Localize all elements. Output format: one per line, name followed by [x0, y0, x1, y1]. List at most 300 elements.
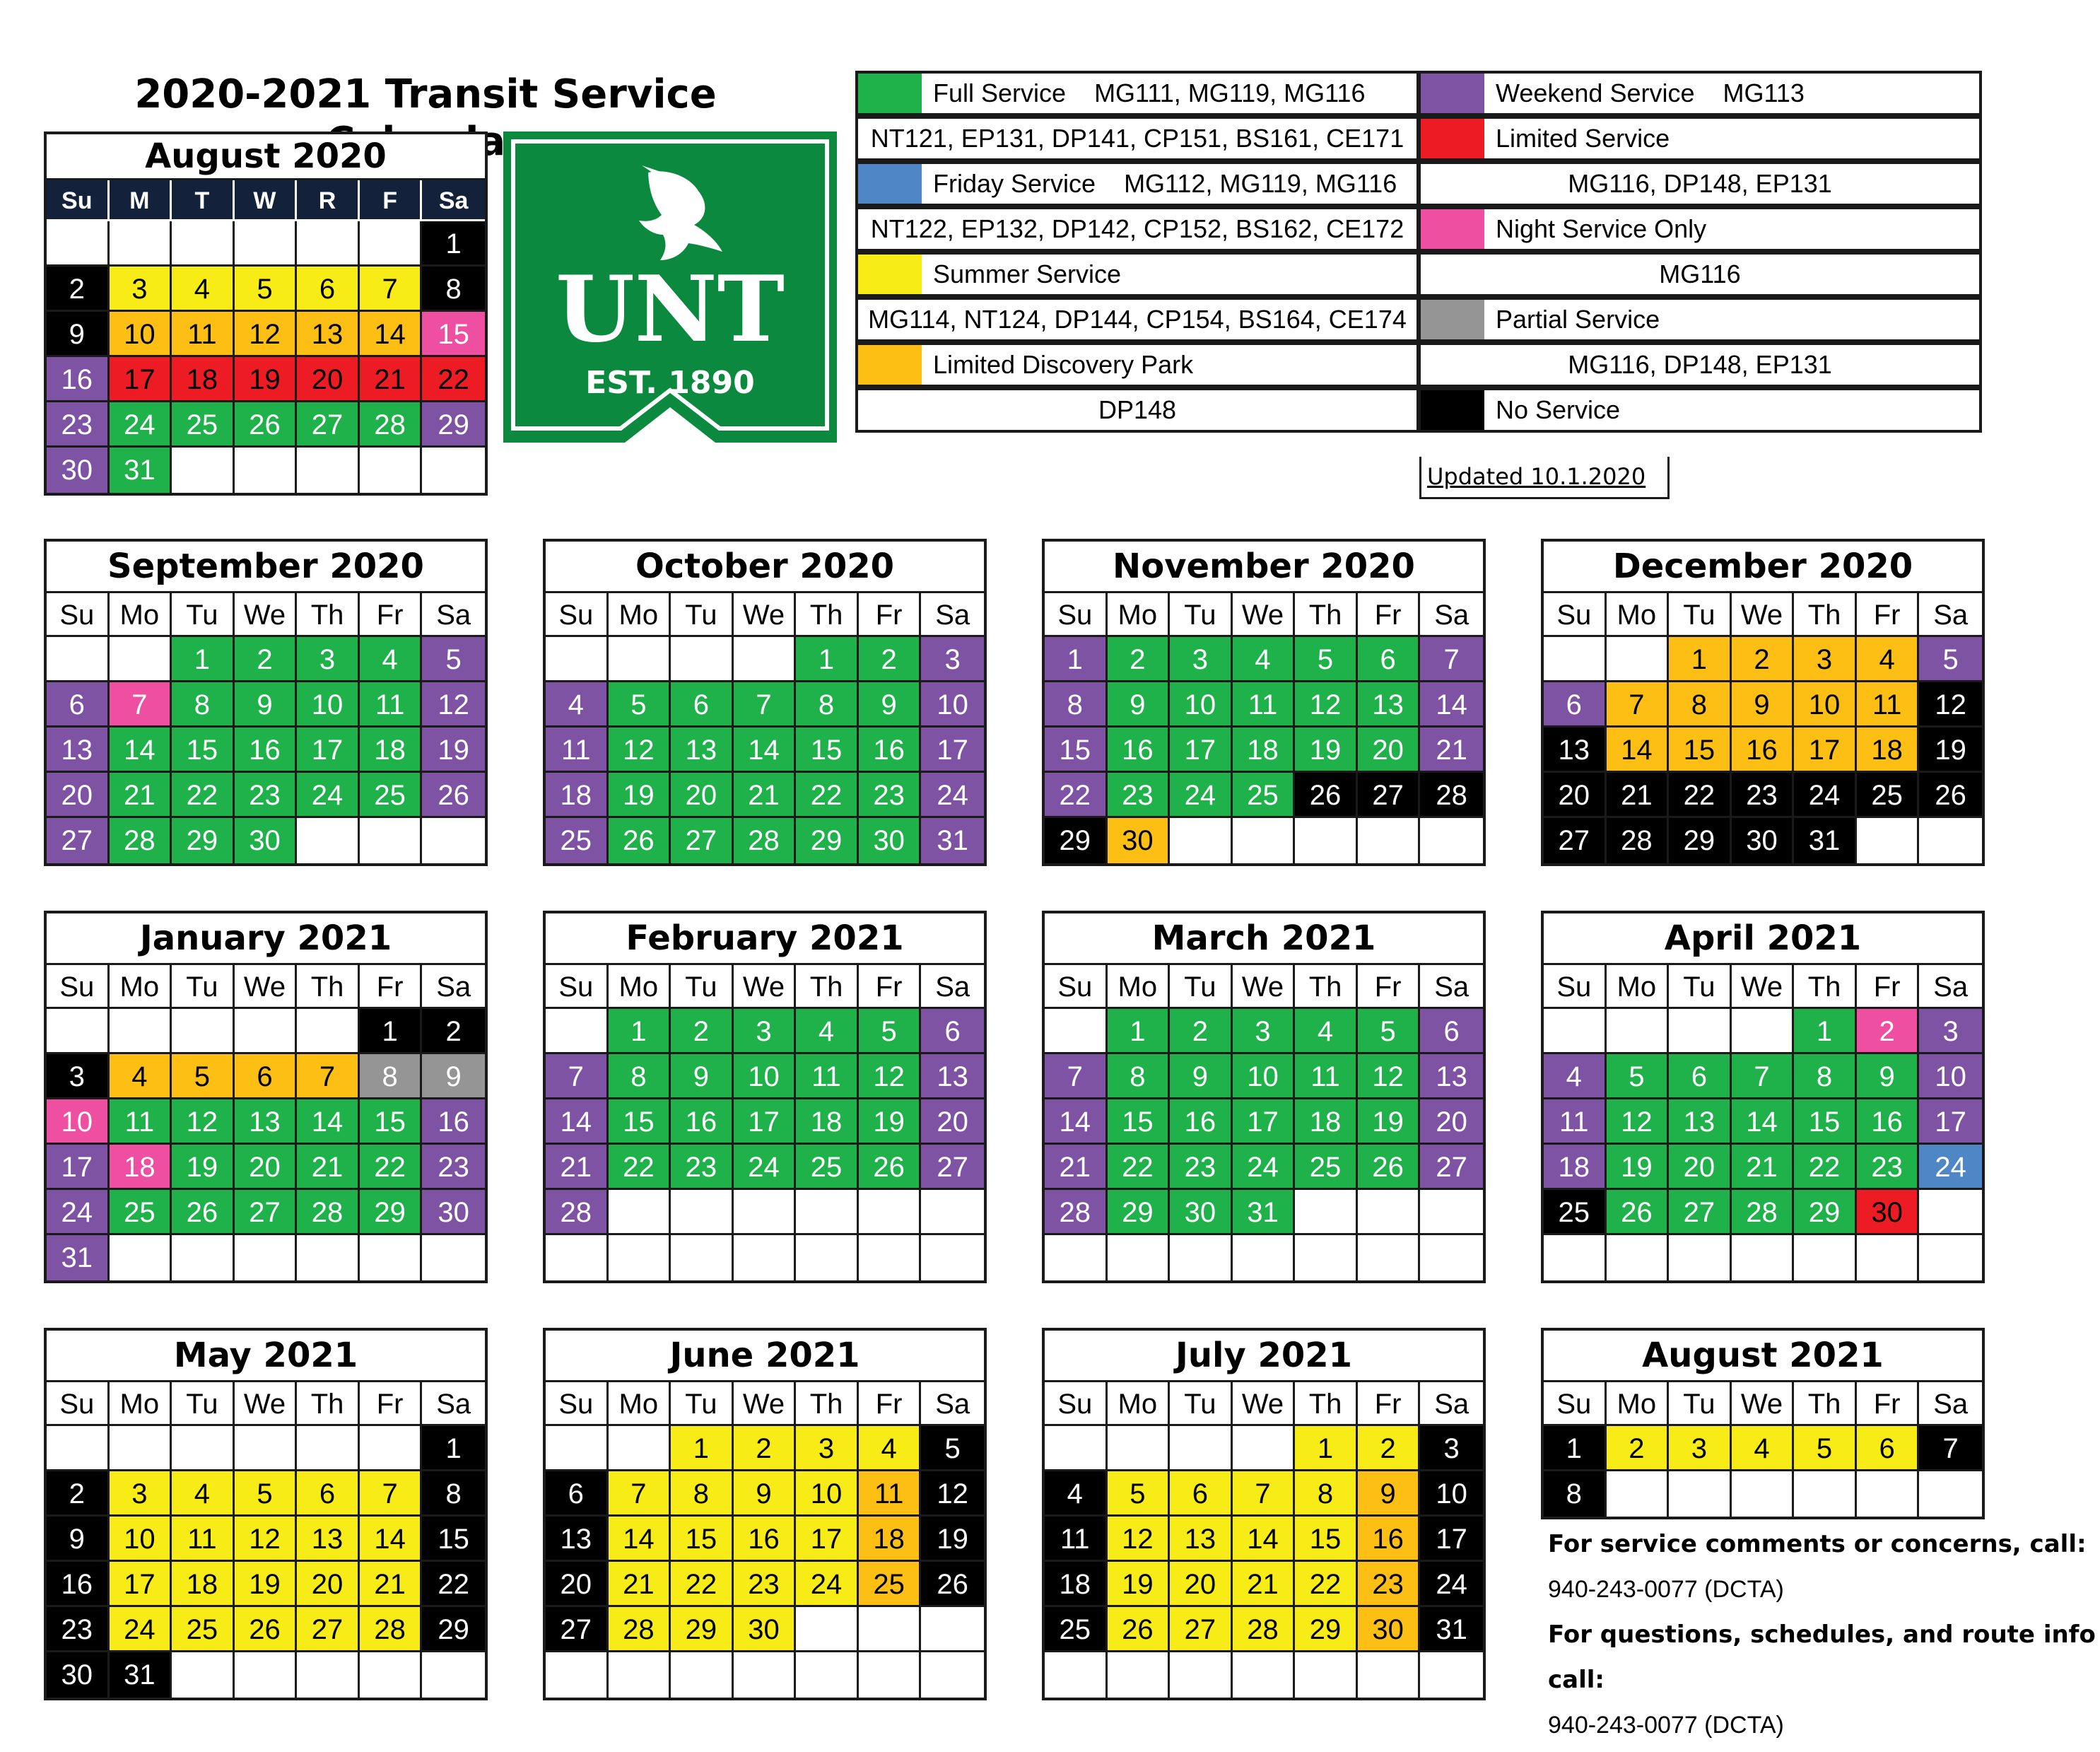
day-cell: 7	[1607, 682, 1670, 728]
legend-left-item-0	[855, 71, 1419, 116]
legend-right-item-1-routes: MG116, DP148, EP131	[1418, 161, 1982, 206]
day-cell: 23	[47, 402, 110, 448]
day-cell: 5	[422, 637, 485, 682]
day-cell: 30	[1857, 1190, 1920, 1235]
empty-cell	[1045, 1426, 1108, 1471]
month-september-2020	[44, 539, 488, 866]
day-cell: 21	[360, 1562, 423, 1607]
month-title: November 2020	[1045, 542, 1483, 593]
day-cell: 16	[47, 1562, 110, 1607]
day-cell: 28	[297, 1190, 360, 1235]
week-row	[546, 1471, 984, 1517]
day-cell: 27	[235, 1190, 298, 1235]
empty-cell	[1607, 1471, 1670, 1517]
day-cell: 23	[859, 773, 922, 818]
legend-swatch	[1421, 390, 1484, 430]
unt-logo-banner	[503, 132, 837, 443]
day-cell: 17	[297, 728, 360, 773]
weekday-label: Mo	[609, 593, 671, 637]
day-cell: 26	[235, 1607, 298, 1652]
legend-right-item-3-routes: MG116, DP148, EP131	[1418, 342, 1982, 387]
empty-cell	[1420, 1235, 1483, 1280]
day-cell: 29	[1669, 818, 1732, 863]
day-cell: 31	[1794, 818, 1857, 863]
empty-cell	[1045, 1652, 1108, 1698]
empty-cell	[546, 637, 609, 682]
legend-left-item-3	[855, 342, 1419, 387]
day-cell: 10	[734, 1054, 797, 1099]
empty-cell	[1919, 1235, 1982, 1280]
day-cell: 10	[1919, 1054, 1982, 1099]
day-cell: 17	[1794, 728, 1857, 773]
day-cell: 19	[1919, 728, 1982, 773]
day-cell: 9	[47, 1517, 110, 1562]
empty-cell	[172, 448, 235, 493]
weekday-label: Th	[1295, 593, 1358, 637]
day-cell: 21	[546, 1145, 609, 1190]
day-cell: 4	[110, 1054, 172, 1099]
day-cell: 29	[1794, 1190, 1857, 1235]
day-cell: 5	[1358, 1009, 1421, 1054]
empty-cell	[1170, 1426, 1233, 1471]
weekday-header	[47, 180, 485, 221]
day-cell: 31	[110, 1652, 172, 1698]
day-cell: 22	[1794, 1145, 1857, 1190]
day-cell: 25	[1295, 1145, 1358, 1190]
day-cell: 12	[1607, 1099, 1670, 1145]
day-cell: 21	[297, 1145, 360, 1190]
legend-right-item-3	[1418, 297, 1982, 342]
empty-cell	[671, 1652, 734, 1698]
legend-codes: MG111, MG119, MG116	[1094, 78, 1366, 107]
day-cell: 8	[1108, 1054, 1171, 1099]
day-cell: 7	[609, 1471, 671, 1517]
month-title: February 2021	[546, 913, 984, 965]
empty-cell	[1358, 1652, 1421, 1698]
day-cell: 19	[859, 1099, 922, 1145]
day-cell: 21	[360, 357, 423, 402]
day-cell: 8	[422, 1471, 485, 1517]
logo-wordmark: UNT	[556, 257, 785, 363]
empty-cell	[297, 1009, 360, 1054]
day-cell: 10	[1794, 682, 1857, 728]
day-cell: 29	[1108, 1190, 1171, 1235]
weekday-label: Th	[796, 593, 859, 637]
month-title: July 2021	[1045, 1331, 1483, 1382]
day-cell: 20	[921, 1099, 984, 1145]
weekday-label: We	[734, 965, 797, 1009]
day-cell: 28	[546, 1190, 609, 1235]
day-cell: 12	[235, 312, 298, 357]
empty-cell	[235, 1235, 298, 1280]
week-row	[1544, 1471, 1982, 1517]
legend-swatch	[858, 74, 922, 113]
day-cell: 16	[235, 728, 298, 773]
weekday-label: Tu	[172, 593, 235, 637]
day-cell: 2	[1607, 1426, 1670, 1471]
day-cell: 4	[546, 682, 609, 728]
day-cell: 15	[1108, 1099, 1171, 1145]
week-row	[1045, 1235, 1483, 1280]
day-cell: 12	[1919, 682, 1982, 728]
week-row	[546, 728, 984, 773]
empty-cell	[1607, 637, 1670, 682]
weekday-label: We	[734, 593, 797, 637]
weekday-header	[1544, 965, 1982, 1009]
day-cell: 15	[1045, 728, 1108, 773]
month-april-2021	[1541, 911, 1985, 1283]
empty-cell	[110, 637, 172, 682]
day-cell: 22	[172, 773, 235, 818]
month-may-2021	[44, 1328, 488, 1700]
day-cell: 19	[235, 357, 298, 402]
weekday-label: Tu	[1170, 965, 1233, 1009]
weekday-label: Fr	[1857, 965, 1920, 1009]
day-cell: 28	[360, 1607, 423, 1652]
empty-cell	[297, 1426, 360, 1471]
day-cell: 27	[1669, 1190, 1732, 1235]
legend-swatch	[1421, 119, 1484, 158]
day-cell: 6	[1420, 1009, 1483, 1054]
day-cell: 4	[172, 1471, 235, 1517]
legend-right-item-2	[1418, 206, 1982, 252]
week-row	[1045, 1054, 1483, 1099]
day-cell: 8	[1295, 1471, 1358, 1517]
weekday-label: Mo	[609, 1382, 671, 1426]
day-cell: 11	[110, 1099, 172, 1145]
weekday-header	[1544, 1382, 1982, 1426]
week-row	[47, 221, 485, 267]
empty-cell	[796, 1235, 859, 1280]
day-cell: 6	[47, 682, 110, 728]
empty-cell	[859, 1190, 922, 1235]
week-row	[1544, 682, 1982, 728]
weekday-label: W	[235, 180, 298, 221]
day-cell: 25	[859, 1562, 922, 1607]
week-row	[47, 1652, 485, 1698]
day-cell: 6	[921, 1009, 984, 1054]
weekday-label: Fr	[1857, 593, 1920, 637]
day-cell: 25	[1544, 1190, 1607, 1235]
day-cell: 1	[1108, 1009, 1171, 1054]
empty-cell	[172, 221, 235, 267]
day-cell: 18	[172, 1562, 235, 1607]
day-cell: 29	[360, 1190, 423, 1235]
day-cell: 22	[1108, 1145, 1171, 1190]
day-cell: 25	[360, 773, 423, 818]
empty-cell	[921, 1607, 984, 1652]
day-cell: 14	[609, 1517, 671, 1562]
empty-cell	[671, 1235, 734, 1280]
day-cell: 13	[546, 1517, 609, 1562]
weekday-label: Tu	[671, 965, 734, 1009]
day-cell: 29	[671, 1607, 734, 1652]
weekday-header	[546, 593, 984, 637]
day-cell: 15	[422, 1517, 485, 1562]
empty-cell	[609, 637, 671, 682]
weekday-label: Sa	[1919, 593, 1982, 637]
day-cell: 29	[422, 1607, 485, 1652]
day-cell: 11	[546, 728, 609, 773]
day-cell: 6	[1857, 1426, 1920, 1471]
weekday-label: Sa	[422, 180, 485, 221]
day-cell: 25	[1857, 773, 1920, 818]
empty-cell	[1794, 1235, 1857, 1280]
day-cell: 30	[1358, 1607, 1421, 1652]
day-cell: 20	[297, 357, 360, 402]
day-cell: 4	[360, 637, 423, 682]
empty-cell	[1233, 1235, 1296, 1280]
day-cell: 16	[671, 1099, 734, 1145]
weekday-label: We	[1233, 593, 1296, 637]
week-row	[47, 1190, 485, 1235]
day-cell: 8	[172, 682, 235, 728]
day-cell: 18	[360, 728, 423, 773]
weekday-label: Sa	[422, 593, 485, 637]
day-cell: 5	[1108, 1471, 1171, 1517]
empty-cell	[235, 448, 298, 493]
day-cell: 10	[47, 1099, 110, 1145]
weekday-label: Mo	[110, 1382, 172, 1426]
empty-cell	[1794, 1471, 1857, 1517]
day-cell: 3	[1794, 637, 1857, 682]
month-february-2021	[543, 911, 987, 1283]
day-cell: 14	[546, 1099, 609, 1145]
empty-cell	[1732, 1009, 1795, 1054]
empty-cell	[1170, 1652, 1233, 1698]
day-cell: 2	[1170, 1009, 1233, 1054]
contact-info	[1548, 1522, 2100, 1748]
day-cell: 2	[1108, 637, 1171, 682]
day-cell: 13	[1420, 1054, 1483, 1099]
day-cell: 18	[546, 773, 609, 818]
day-cell: 13	[1358, 682, 1421, 728]
month-june-2021	[543, 1328, 987, 1700]
day-cell: 13	[1170, 1517, 1233, 1562]
weekday-label: Mo	[110, 593, 172, 637]
day-cell: 20	[1170, 1562, 1233, 1607]
weekday-label: Tu	[1170, 593, 1233, 637]
day-cell: 2	[671, 1009, 734, 1054]
day-cell: 18	[796, 1099, 859, 1145]
week-row	[47, 402, 485, 448]
day-cell: 13	[297, 1517, 360, 1562]
day-cell: 15	[360, 1099, 423, 1145]
day-cell: 27	[297, 402, 360, 448]
empty-cell	[609, 1190, 671, 1235]
empty-cell	[859, 1607, 922, 1652]
weekday-label: Tu	[671, 1382, 734, 1426]
day-cell: 19	[1607, 1145, 1670, 1190]
day-cell: 20	[546, 1562, 609, 1607]
week-row	[47, 312, 485, 357]
empty-cell	[796, 1607, 859, 1652]
weekday-label: T	[172, 180, 235, 221]
empty-cell	[297, 818, 360, 863]
weekday-label: R	[297, 180, 360, 221]
day-cell: 21	[1732, 1145, 1795, 1190]
empty-cell	[172, 1652, 235, 1698]
weekday-label: Tu	[1669, 965, 1732, 1009]
day-cell: 16	[859, 728, 922, 773]
day-cell: 23	[1108, 773, 1171, 818]
day-cell: 3	[1919, 1009, 1982, 1054]
legend-label: Friday Service	[933, 169, 1096, 198]
weekday-label: Th	[1794, 1382, 1857, 1426]
week-row	[1544, 1099, 1982, 1145]
legend-right-column	[1418, 71, 1982, 433]
empty-cell	[1358, 1190, 1421, 1235]
unt-logo	[503, 132, 837, 443]
week-row	[47, 637, 485, 682]
empty-cell	[235, 1009, 298, 1054]
month-july-2021	[1042, 1328, 1486, 1700]
day-cell: 9	[1170, 1054, 1233, 1099]
day-cell: 8	[422, 267, 485, 312]
day-cell: 3	[1170, 637, 1233, 682]
empty-cell	[422, 818, 485, 863]
month-title: April 2021	[1544, 913, 1982, 965]
weekday-label: Mo	[1108, 593, 1171, 637]
week-row	[1045, 728, 1483, 773]
day-cell: 26	[235, 402, 298, 448]
empty-cell	[859, 1652, 922, 1698]
day-cell: 19	[422, 728, 485, 773]
weekday-label: Mo	[1108, 1382, 1171, 1426]
day-cell: 9	[1108, 682, 1171, 728]
day-cell: 14	[360, 312, 423, 357]
day-cell: 28	[360, 402, 423, 448]
day-cell: 18	[172, 357, 235, 402]
day-cell: 3	[921, 637, 984, 682]
weekday-label: Mo	[1607, 1382, 1670, 1426]
day-cell: 20	[1358, 728, 1421, 773]
week-row	[546, 1009, 984, 1054]
empty-cell	[1295, 1652, 1358, 1698]
month-title: March 2021	[1045, 913, 1483, 965]
day-cell: 25	[172, 1607, 235, 1652]
month-december-2020	[1541, 539, 1985, 866]
weekday-label: Tu	[172, 1382, 235, 1426]
week-row	[47, 1145, 485, 1190]
day-cell: 28	[1045, 1190, 1108, 1235]
day-cell: 19	[921, 1517, 984, 1562]
contact-comments-heading: For service comments or concerns, call:	[1548, 1530, 2087, 1558]
week-row	[47, 1607, 485, 1652]
day-cell: 20	[297, 1562, 360, 1607]
day-cell: 24	[1420, 1562, 1483, 1607]
weekday-label: Fr	[1857, 1382, 1920, 1426]
day-cell: 18	[1544, 1145, 1607, 1190]
day-cell: 13	[671, 728, 734, 773]
day-cell: 6	[546, 1471, 609, 1517]
day-cell: 22	[1045, 773, 1108, 818]
empty-cell	[110, 1235, 172, 1280]
day-cell: 14	[1420, 682, 1483, 728]
day-cell: 22	[1669, 773, 1732, 818]
day-cell: 16	[1108, 728, 1171, 773]
empty-cell	[297, 1235, 360, 1280]
day-cell: 13	[47, 728, 110, 773]
empty-cell	[1919, 1471, 1982, 1517]
week-row	[1544, 818, 1982, 863]
week-row	[47, 1426, 485, 1471]
day-cell: 31	[110, 448, 172, 493]
empty-cell	[609, 1235, 671, 1280]
month-october-2020	[543, 539, 987, 866]
legend-swatch	[858, 345, 922, 385]
weekday-label: Sa	[1420, 1382, 1483, 1426]
weekday-label: Su	[546, 965, 609, 1009]
day-cell: 17	[1919, 1099, 1982, 1145]
day-cell: 4	[1544, 1054, 1607, 1099]
day-cell: 22	[360, 1145, 423, 1190]
day-cell: 1	[609, 1009, 671, 1054]
day-cell: 21	[609, 1562, 671, 1607]
legend-swatch	[1421, 300, 1484, 339]
week-row	[546, 1145, 984, 1190]
contact-comments-phone: 940-243-0077 (DCTA)	[1548, 1576, 1784, 1603]
day-cell: 8	[1045, 682, 1108, 728]
weekday-label: Fr	[859, 593, 922, 637]
week-row	[47, 682, 485, 728]
day-cell: 24	[921, 773, 984, 818]
week-row	[546, 1235, 984, 1280]
empty-cell	[734, 1652, 797, 1698]
week-row	[1544, 1054, 1982, 1099]
day-cell: 5	[609, 682, 671, 728]
weekday-label: Th	[1794, 965, 1857, 1009]
weekday-label: Su	[1045, 1382, 1108, 1426]
day-cell: 29	[422, 402, 485, 448]
day-cell: 13	[921, 1054, 984, 1099]
weekday-label: Su	[1045, 593, 1108, 637]
day-cell: 26	[172, 1190, 235, 1235]
day-cell: 8	[796, 682, 859, 728]
day-cell: 1	[172, 637, 235, 682]
day-cell: 17	[921, 728, 984, 773]
day-cell: 20	[235, 1145, 298, 1190]
empty-cell	[360, 1235, 423, 1280]
day-cell: 7	[546, 1054, 609, 1099]
day-cell: 1	[1669, 637, 1732, 682]
week-row	[47, 1471, 485, 1517]
empty-cell	[859, 1235, 922, 1280]
month-title: December 2020	[1544, 542, 1982, 593]
day-cell: 27	[1544, 818, 1607, 863]
empty-cell	[1108, 1426, 1171, 1471]
day-cell: 24	[796, 1562, 859, 1607]
weekday-label: We	[235, 593, 298, 637]
week-row	[47, 1517, 485, 1562]
day-cell: 24	[1794, 773, 1857, 818]
legend-left-item-3-routes: DP148	[855, 387, 1419, 433]
day-cell: 30	[235, 818, 298, 863]
legend-left-item-2-routes: MG114, NT124, DP144, CP154, BS164, CE174	[855, 297, 1419, 342]
day-cell: 29	[172, 818, 235, 863]
empty-cell	[1170, 1235, 1233, 1280]
weekday-label: Tu	[1170, 1382, 1233, 1426]
empty-cell	[47, 1426, 110, 1471]
day-cell: 15	[422, 312, 485, 357]
week-row	[1045, 1426, 1483, 1471]
day-cell: 9	[1358, 1471, 1421, 1517]
contact-questions-heading: For questions, schedules, and route info call:	[1548, 1620, 2096, 1694]
day-cell: 15	[671, 1517, 734, 1562]
day-cell: 23	[47, 1607, 110, 1652]
day-cell: 11	[796, 1054, 859, 1099]
week-row	[546, 1607, 984, 1652]
